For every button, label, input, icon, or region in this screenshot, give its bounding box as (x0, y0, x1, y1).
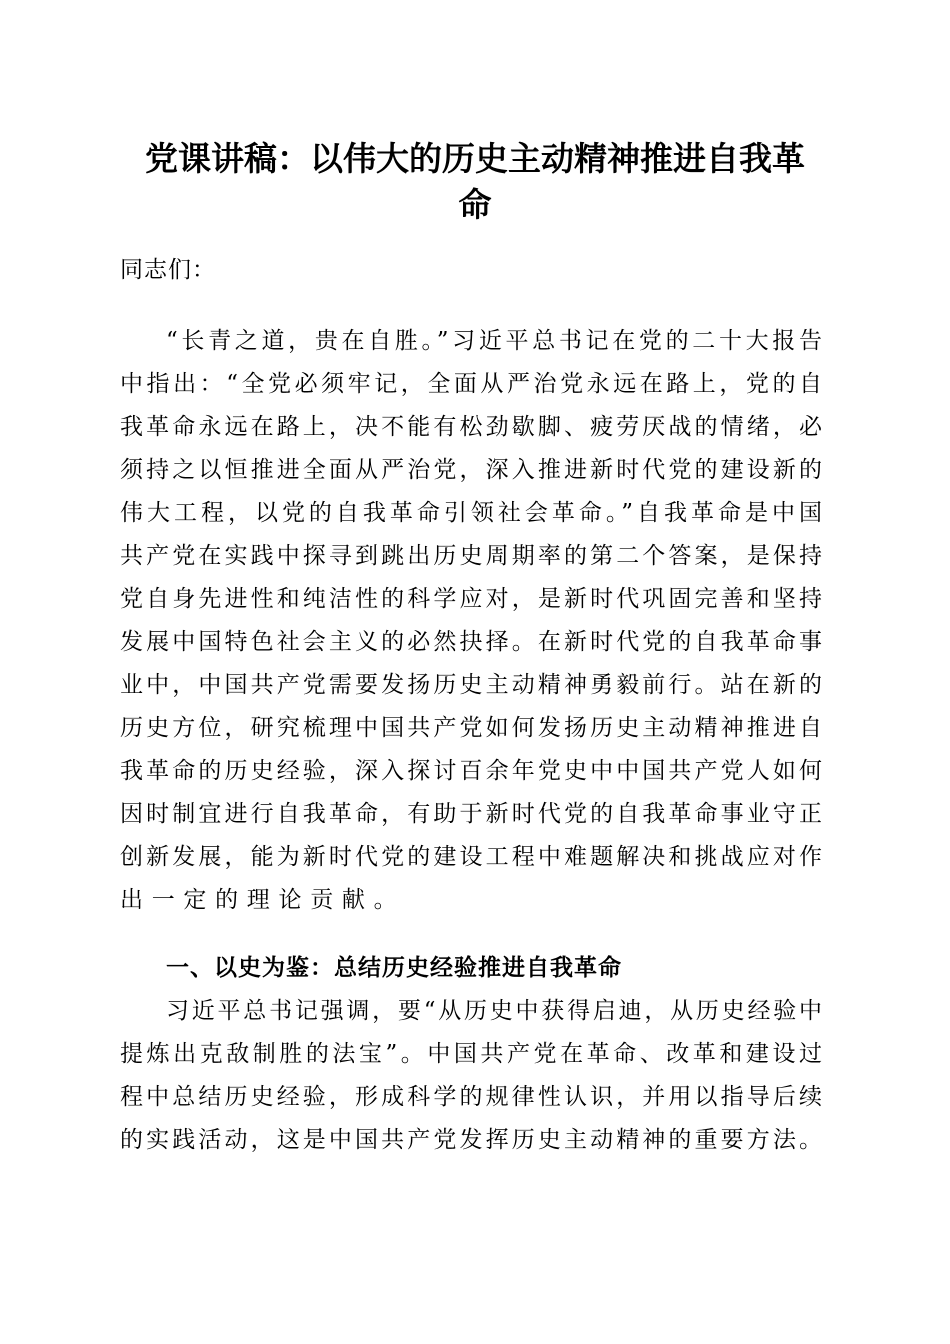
paragraph-line: 创新发展，能为新时代党的建设工程中难题解决和挑战应对作 (120, 844, 822, 870)
paragraph-line: 共产党在实践中探寻到跳出历史周期率的第二个答案，是保持 (120, 543, 822, 569)
paragraph-line: 党自身先进性和纯洁性的科学应对，是新时代巩固完善和坚持 (120, 586, 822, 612)
paragraph-line: 我革命永远在路上，决不能有松劲歇脚、疲劳厌战的情绪，必 (120, 414, 822, 440)
paragraph-line: 发展中国特色社会主义的必然抉择。在新时代党的自我革命事 (120, 629, 822, 655)
title-line-1: 党课讲稿：以伟大的历史主动精神推进自我革 (145, 139, 805, 178)
paragraph-line: 因时制宜进行自我革命，有助于新时代党的自我革命事业守正 (120, 801, 822, 827)
paragraph-line: 程中总结历史经验，形成科学的规律性认识，并用以指导后续 (120, 1084, 822, 1110)
paragraph-line: 业中，中国共产党需要发扬历史主动精神勇毅前行。站在新的 (120, 672, 822, 698)
paragraph-line: 的实践活动，这是中国共产党发挥历史主动精神的重要方法。 (120, 1127, 822, 1153)
document-title (100, 136, 850, 228)
section-heading-container (120, 946, 822, 989)
paragraph-line: 伟大工程，以党的自我革命引领社会革命。”自我革命是中国 (120, 500, 822, 526)
paragraph-line: 习近平总书记强调，要“从历史中获得启迪，从历史经验中 (166, 998, 822, 1024)
paragraph-1 (120, 320, 822, 922)
paragraph-line: 历史方位，研究梳理中国共产党如何发扬历史主动精神推进自 (120, 715, 822, 741)
paragraph-line: 中指出：“全党必须牢记，全面从严治党永远在路上，党的自 (120, 371, 822, 397)
section-heading: 一、以史为鉴：总结历史经验推进自我革命 (166, 954, 622, 981)
title-line-2: 命 (458, 185, 492, 224)
paragraph-2 (120, 990, 822, 1162)
paragraph-line: 出一定的理论贡献。 (120, 887, 406, 913)
salutation: 同志们： (120, 257, 216, 283)
paragraph-line: “长青之道，贵在自胜。”习近平总书记在党的二十大报告 (166, 328, 822, 354)
paragraph-line: 须持之以恒推进全面从严治党，深入推进新时代党的建设新的 (120, 457, 822, 483)
paragraph-line: 提炼出克敌制胜的法宝”。中国共产党在革命、改革和建设过 (120, 1041, 822, 1067)
paragraph-line: 我革命的历史经验，深入探讨百余年党史中中国共产党人如何 (120, 758, 822, 784)
document-body (120, 249, 822, 292)
